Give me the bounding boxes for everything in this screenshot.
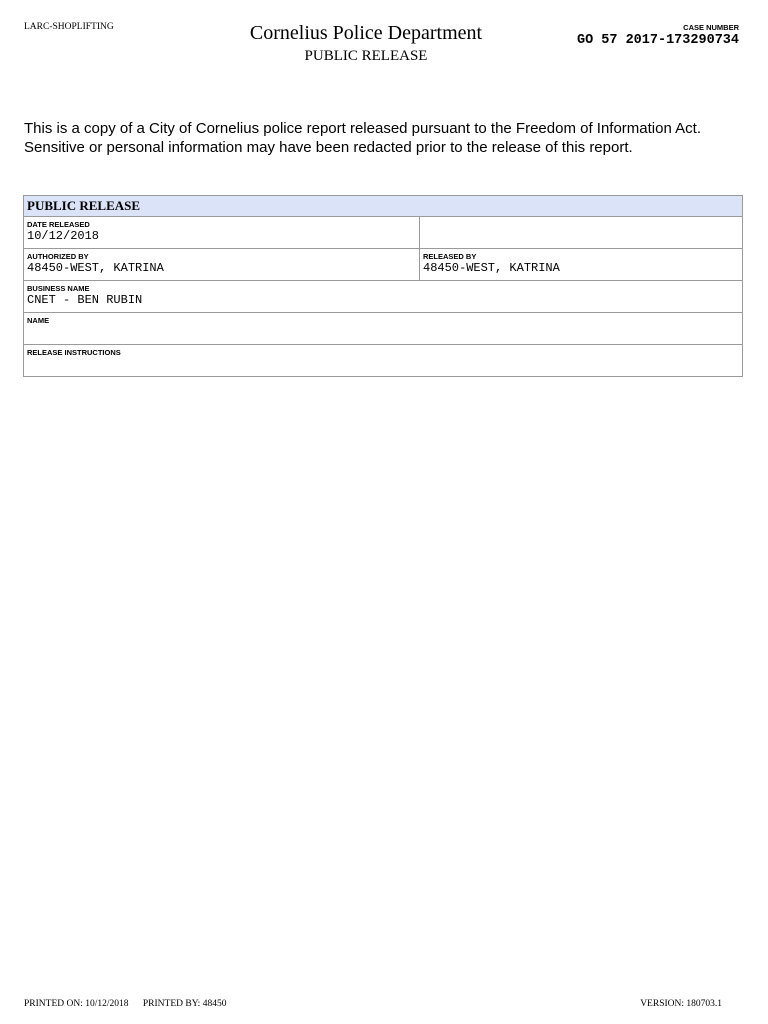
released-by-value: 48450-WEST, KATRINA <box>423 261 560 275</box>
case-number-label: CASE NUMBER <box>683 23 739 32</box>
business-name-row <box>24 281 742 313</box>
intro-line-2: Sensitive or personal information may have been redacted prior to the release of this report. <box>24 139 633 156</box>
name-label: NAME <box>27 316 50 325</box>
release-instructions-label: RELEASE INSTRUCTIONS <box>27 348 121 357</box>
business-name-value: CNET - BEN RUBIN <box>27 293 143 307</box>
printed-by: PRINTED BY: 48450 <box>142 999 227 1009</box>
authorized-by-value: 48450-WEST, KATRINA <box>27 261 164 275</box>
table-title: PUBLIC RELEASE <box>24 196 742 217</box>
business-name-cell <box>24 281 742 312</box>
case-number: GO 57 2017-173290734 <box>576 33 739 48</box>
date-released-cell <box>24 217 420 248</box>
intro-notice <box>24 119 744 157</box>
case-number-block <box>577 23 739 50</box>
released-by-cell <box>420 249 742 280</box>
released-by-label: RELEASED BY <box>423 252 477 261</box>
printed-on: PRINTED ON: 10/12/2018 <box>24 999 129 1009</box>
empty-cell <box>420 217 742 248</box>
authorized-by-cell <box>24 249 420 280</box>
authorization-row <box>24 249 742 281</box>
date-released-row <box>24 217 742 249</box>
release-instructions-cell <box>24 345 742 376</box>
name-cell <box>24 313 742 344</box>
authorized-by-label: AUTHORIZED BY <box>27 252 89 261</box>
name-row <box>24 313 742 345</box>
intro-line-1: This is a copy of a City of Cornelius police report released pursuant to the Freedom of Information Act. <box>24 120 701 137</box>
release-instructions-row <box>24 345 742 376</box>
date-released-value: 10/12/2018 <box>27 229 100 243</box>
department-title: Cornelius Police Department <box>249 22 483 44</box>
version-label: VERSION: 180703.1 <box>640 999 722 1009</box>
print-info <box>24 999 226 1009</box>
document-subtitle: PUBLIC RELEASE <box>304 48 428 64</box>
public-release-table <box>23 195 743 377</box>
date-released-label: DATE RELEASED <box>27 220 90 229</box>
incident-type: LARC-SHOPLIFTING <box>24 22 114 32</box>
business-name-label: BUSINESS NAME <box>27 284 90 293</box>
